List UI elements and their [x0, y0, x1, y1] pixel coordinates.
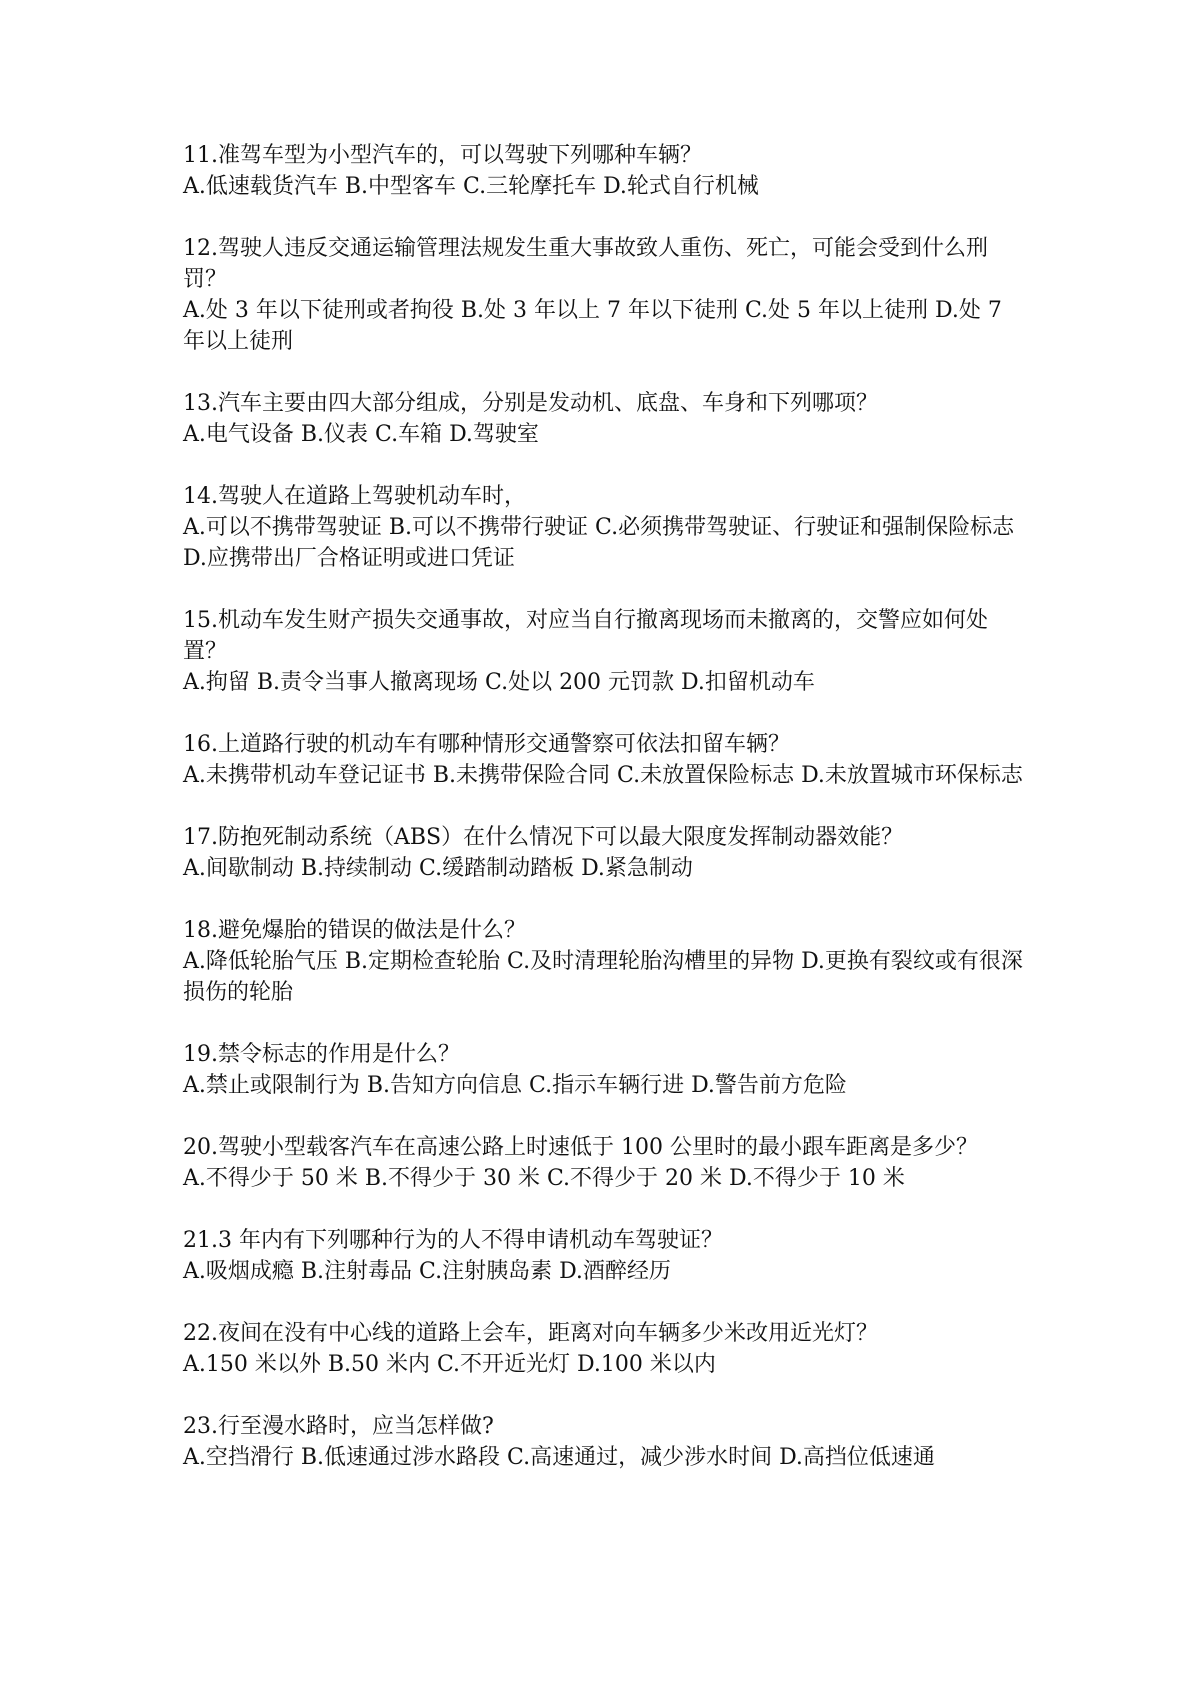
question-options: A.处 3 年以下徒刑或者拘役 B.处 3 年以上 7 年以下徒刑 C.处 5 年以上徒刑 D.处 7 年以上徒刑 — [183, 298, 1002, 354]
question-stem: 20.驾驶小型载客汽车在高速公路上时速低于 100 公里时的最小跟车距离是多少？ — [183, 1135, 978, 1160]
question-stem: 13.汽车主要由四大部分组成，分别是发动机、底盘、车身和下列哪项？ — [183, 391, 878, 416]
question-stem: 21.3 年内有下列哪种行为的人不得申请机动车驾驶证？ — [183, 1228, 723, 1253]
question-19 — [183, 1039, 1023, 1101]
question-stem: 22.夜间在没有中心线的道路上会车，距离对向车辆多少米改用近光灯？ — [183, 1321, 878, 1346]
question-options: A.拘留 B.责令当事人撤离现场 C.处以 200 元罚款 D.扣留机动车 — [183, 670, 815, 695]
question-stem: 17.防抱死制动系统（ABS）在什么情况下可以最大限度发挥制动器效能？ — [183, 825, 904, 850]
question-21 — [183, 1225, 1023, 1287]
question-13 — [183, 388, 1023, 450]
question-14 — [183, 481, 1023, 574]
question-16 — [183, 729, 1023, 791]
question-stem: 14.驾驶人在道路上驾驶机动车时， — [183, 484, 526, 509]
question-20 — [183, 1132, 1023, 1194]
question-options: A.空挡滑行 B.低速通过涉水路段 C.高速通过，减少涉水时间 D.高挡位低速通 — [183, 1445, 935, 1470]
question-stem: 18.避免爆胎的错误的做法是什么？ — [183, 918, 526, 943]
question-stem: 16.上道路行驶的机动车有哪种情形交通警察可依法扣留车辆？ — [183, 732, 790, 757]
question-18 — [183, 915, 1023, 1008]
question-15 — [183, 605, 1023, 698]
question-12 — [183, 233, 1023, 357]
question-11 — [183, 140, 1023, 202]
question-options: A.吸烟成瘾 B.注射毒品 C.注射胰岛素 D.酒醉经历 — [183, 1259, 671, 1284]
question-stem: 19.禁令标志的作用是什么？ — [183, 1042, 460, 1067]
question-stem: 23.行至漫水路时，应当怎样做? — [183, 1414, 494, 1439]
question-options: A.150 米以外 B.50 米内 C.不开近光灯 D.100 米以内 — [183, 1352, 716, 1377]
question-23 — [183, 1411, 1023, 1473]
question-options: A.降低轮胎气压 B.定期检查轮胎 C.及时清理轮胎沟槽里的异物 D.更换有裂纹或有很深损伤的轮胎 — [183, 949, 1023, 1005]
question-stem: 15.机动车发生财产损失交通事故，对应当自行撤离现场而未撤离的，交警应如何处置？ — [183, 608, 988, 664]
question-list — [183, 140, 1023, 1504]
question-stem: 11.准驾车型为小型汽车的，可以驾驶下列哪种车辆？ — [183, 143, 702, 168]
question-options: A.间歇制动 B.持续制动 C.缓踏制动踏板 D.紧急制动 — [183, 856, 693, 881]
question-22 — [183, 1318, 1023, 1380]
question-options: A.低速载货汽车 B.中型客车 C.三轮摩托车 D.轮式自行机械 — [183, 174, 759, 199]
question-17 — [183, 822, 1023, 884]
question-stem: 12.驾驶人违反交通运输管理法规发生重大事故致人重伤、死亡，可能会受到什么刑罚？ — [183, 236, 988, 292]
question-options: A.电气设备 B.仪表 C.车箱 D.驾驶室 — [183, 422, 539, 447]
question-options: A.禁止或限制行为 B.告知方向信息 C.指示车辆行进 D.警告前方危险 — [183, 1073, 847, 1098]
question-options: A.不得少于 50 米 B.不得少于 30 米 C.不得少于 20 米 D.不得少于 10 米 — [183, 1166, 905, 1191]
question-options: A.未携带机动车登记证书 B.未携带保险合同 C.未放置保险标志 D.未放置城市环保标志 — [183, 763, 1023, 788]
question-options: A.可以不携带驾驶证 B.可以不携带行驶证 C.必须携带驾驶证、行驶证和强制保险标志 D.应携带出厂合格证明或进口凭证 — [183, 515, 1015, 571]
